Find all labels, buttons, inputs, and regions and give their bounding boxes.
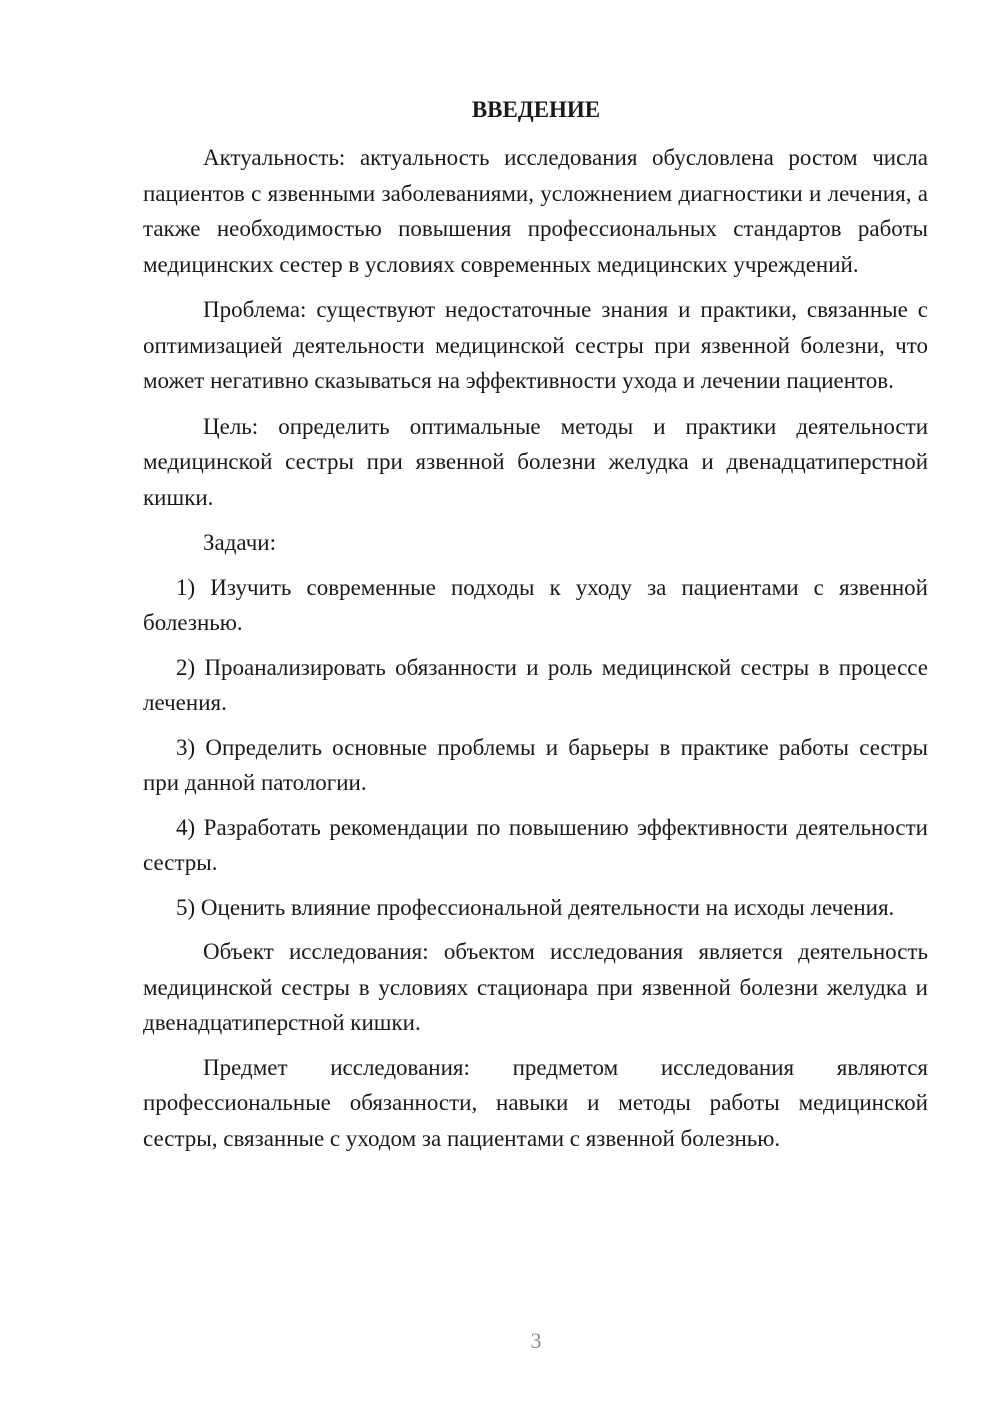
page-content bbox=[143, 90, 928, 1156]
task-item-3: 3) Определить основные проблемы и барьеры в практике работы сестры при данной патологии. bbox=[143, 734, 928, 795]
task-item-4: 4) Разработать рекомендации по повышению эффективности деятельности сестры. bbox=[143, 814, 928, 875]
paragraph-goal: Цель: определить оптимальные методы и практики деятельности медицинской сестры при язвенной болезни желудка и двенадцатиперстной кишки. bbox=[143, 413, 928, 510]
paragraph-subject: Предмет исследования: предметом исследования являются профессиональные обязанности, навыки и методы работы медицинской сестры, связанные с уходом за пациентами с язвенной болезнью. bbox=[143, 1054, 928, 1151]
task-item-2: 2) Проанализировать обязанности и роль медицинской сестры в процессе лечения. bbox=[143, 654, 928, 715]
task-item-1: 1) Изучить современные подходы к уходу за пациентами с язвенной болезнью. bbox=[143, 574, 928, 635]
task-item-5: 5) Оценить влияние профессиональной деятельности на исходы лечения. bbox=[176, 894, 895, 920]
page-title: ВВЕДЕНИЕ bbox=[471, 97, 601, 122]
paragraph-relevance: Актуальность: актуальность исследования обусловлена ростом числа пациентов с язвенными заболеваниями, усложнением диагностики и лечения, а также необходимостью повышения профессиональных стандартов работы медицинских сестер в условиях современных медицинских учреждений. bbox=[143, 145, 928, 277]
paragraph-problem: Проблема: существуют недостаточные знания и практики, связанные с оптимизацией деятельности медицинской сестры при язвенной болезни, что может негативно сказываться на эффективности ухода и лечении пациентов. bbox=[143, 297, 928, 393]
paragraph-tasks-heading: Задачи: bbox=[203, 530, 276, 555]
paragraph-object: Объект исследования: объектом исследования является деятельность медицинской сестры в условиях стационара при язвенной болезни желудка и двенадцатиперстной кишки. bbox=[143, 939, 928, 1035]
page-number: 3 bbox=[530, 1328, 542, 1353]
